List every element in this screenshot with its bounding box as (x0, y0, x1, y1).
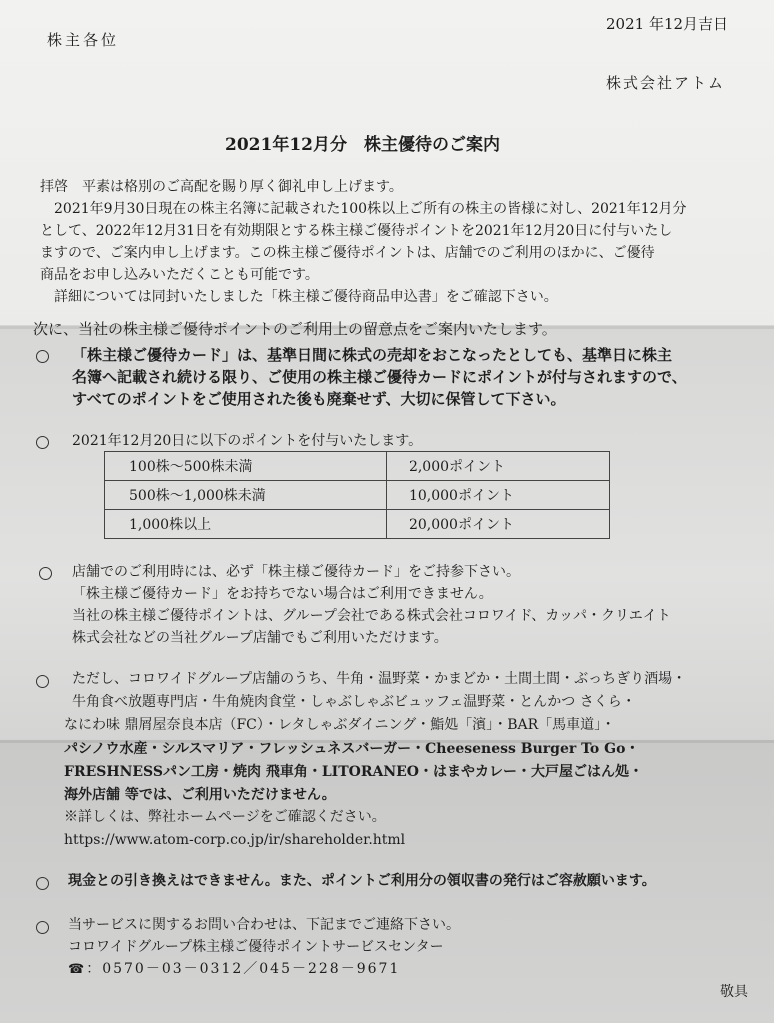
intro-line: 2021年9月30日現在の株主名簿に記載された100株以上ご所有の株主の皆様に対し、2021年12月分 (40, 201, 687, 217)
store-line: 店舗でのご利用時には、必ず「株主様ご優待カード」をご持参下さい。 (72, 564, 520, 580)
phone-icon: ☎ (68, 962, 87, 977)
bullet-circle-icon (36, 436, 49, 449)
cash-notice: 現金との引き換えはできません。また、ポイントご利用分の領収書の発行はご容赦願います。 (68, 873, 656, 889)
points-cell: 20,000ポイント (386, 510, 609, 539)
contact-line: 当サービスに関するお問い合わせは、下記までご連絡下さい。 (68, 917, 460, 933)
notice-lead: 次に、当社の株主様ご優待ポイントのご利用上の留意点をご案内いたします。 (33, 320, 557, 338)
intro-line: ますので、ご案内申し上げます。この株主様ご優待ポイントは、店舗でのご利用のほかに、ご優待 (40, 245, 655, 261)
recipient: 株主各位 (47, 31, 120, 49)
bullet-circle-icon (39, 567, 52, 580)
table-row (105, 481, 610, 510)
points-cell: 10,000ポイント (386, 481, 609, 510)
shares-cell: 1,000株以上 (105, 510, 387, 539)
group-line: 海外店舗 等では、ご利用いただけません。 (64, 787, 336, 803)
intro-line: として、2022年12月31日を有効期限とする株主様ご優待ポイントを2021年12月20日に付与いたし (40, 223, 673, 239)
homepage-url[interactable]: https://www.atom-corp.co.jp/ir/shareholder.html (64, 832, 406, 848)
phone-numbers: ：0570－03－0312／045－228－9671 (86, 961, 401, 977)
card-line: 「株主様ご優待カード」は、基準日間に株式の売却をおこなったとしても、基準日に株主 (72, 346, 673, 364)
group-line: ただし、コロワイドグループ店舗のうち、牛角・温野菜・かまどか・土間土間・ぶっちぎり酒場・ (72, 671, 687, 687)
store-line: 当社の株主様ご優待ポイントは、グループ会社である株式会社コロワイド、カッパ・クリエイト (72, 608, 671, 624)
table-row (105, 452, 610, 481)
company-name: 株式会社アトム (606, 74, 726, 92)
group-line: ※詳しくは、弊社ホームページをご確認ください。 (64, 809, 386, 825)
group-line: なにわ味 鼎屑屋奈良本店（FC）・レタしゃぶダイニング・鮨処「濱」・BAR「馬車道」・ (64, 717, 616, 733)
intro-line: 商品をお申し込みいただくことも可能です。 (40, 267, 319, 283)
store-line: 「株主様ご優待カード」をお持ちでない場合はご利用できません。 (72, 586, 493, 602)
page-title: 2021年12月分 株主優待のご案内 (225, 135, 500, 155)
group-line: FRESHNESSパン工房・焼肉 飛車角・LITORANEO・はまやカレー・大戸屋ごはん処・ (64, 764, 644, 780)
contact-phone (68, 962, 400, 976)
points-table (104, 451, 610, 539)
card-line: すべてのポイントをご使用された後も廃棄せず、大切に保管して下さい。 (72, 390, 566, 408)
contact-line: コロワイドグループ株主様ご優待ポイントサービスセンター (68, 939, 444, 955)
points-cell: 2,000ポイント (386, 452, 609, 481)
bullet-circle-icon (36, 350, 49, 363)
bullet-circle-icon (36, 675, 49, 688)
bullet-circle-icon (36, 877, 49, 890)
intro-line: 拝啓 平素は格別のご高配を賜り厚く御礼申し上げます。 (40, 179, 403, 195)
closing: 敬具 (720, 984, 748, 1000)
date: 2021 年12月吉日 (606, 15, 729, 33)
group-line: 牛角食べ放題専門店・牛角焼肉食堂・しゃぶしゃぶビュッフェ温野菜・とんかつ さくら・ (72, 694, 636, 710)
store-line: 株式会社などの当社グループ店舗でもご利用いただけます。 (72, 630, 448, 646)
intro-line: 詳細については同封いたしました「株主様ご優待商品申込書」をご確認下さい。 (40, 289, 558, 305)
shares-cell: 100株～500株未満 (105, 452, 387, 481)
table-row (105, 510, 610, 539)
shares-cell: 500株～1,000株未満 (105, 481, 387, 510)
group-line: パシノウ水産・シルスマリア・フレッシュネスバーガー・Cheeseness Burger To Go・ (64, 741, 640, 757)
card-line: 名簿へ記載され続ける限り、ご使用の株主様ご優待カードにポイントが付与されますので、 (72, 368, 687, 386)
points-lead: 2021年12月20日に以下のポイントを付与いたします。 (72, 433, 423, 449)
bullet-circle-icon (36, 921, 49, 934)
